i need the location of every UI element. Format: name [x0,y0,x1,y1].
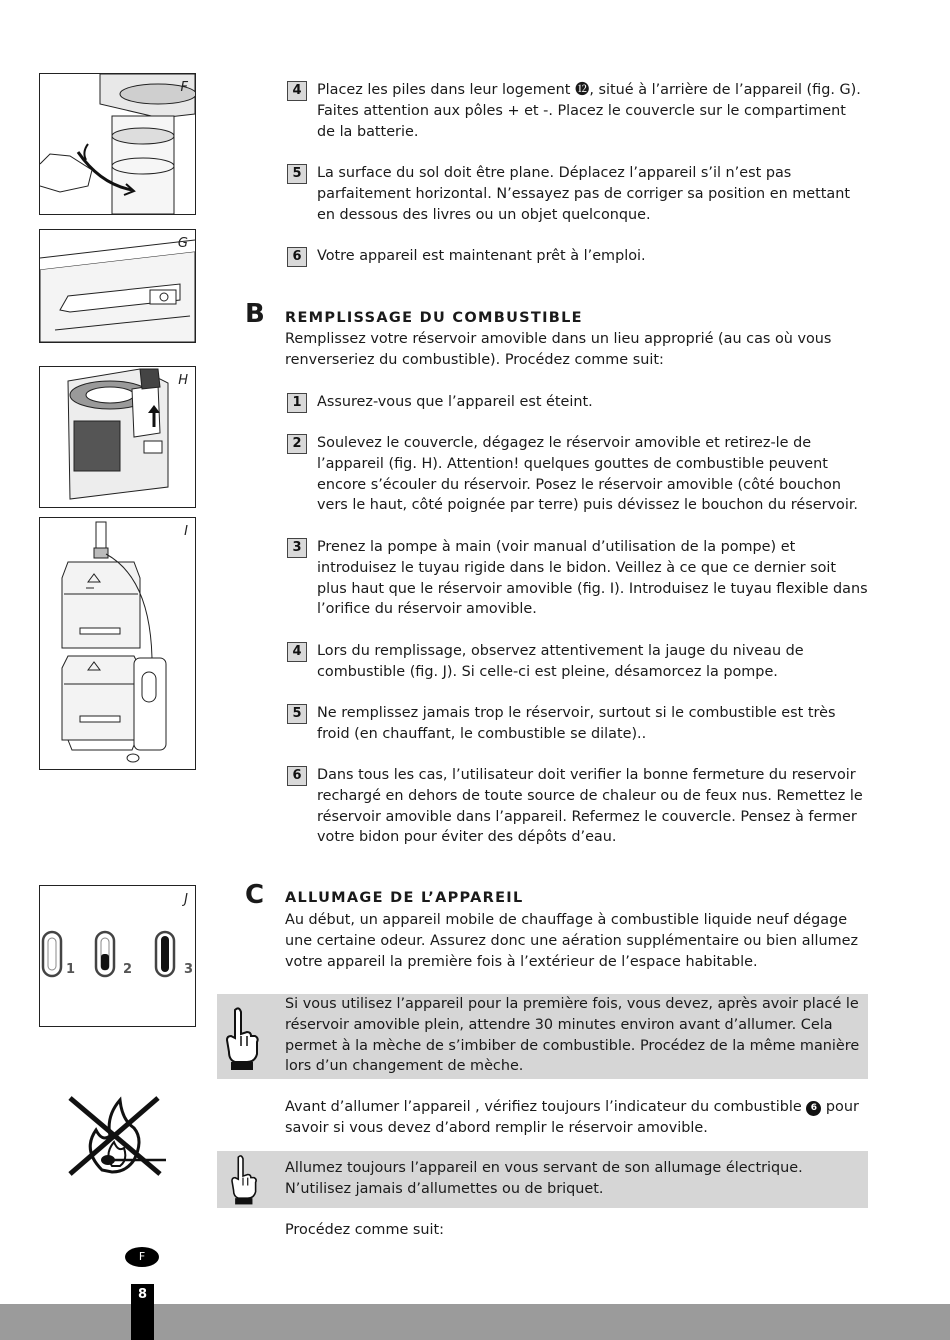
note-electric-ignition-text [285,1158,863,1200]
procedure-outro: Procédez comme suit: [285,1222,444,1238]
gauge-label-1: 1 [66,962,76,977]
gauge-empty [43,932,61,976]
step-text: Placez les piles dans leur logement ⓬, situé à l’arrière de l’appareil (fig. G). Faites attention aux pôles + et -. Placez le couvercle sur le compartiment de la batterie. [317,82,861,140]
heater-wick-illustration [40,74,195,214]
section-b-letter: B [245,299,265,329]
note-electric-ignition-line2: N’utilisez jamais d’allumettes ou de briquet. [285,1180,604,1197]
fuel-indicator-text-before: Avant d’allumer l’appareil , vérifiez toujours l’indicateur du combustible [285,1099,802,1115]
gauge-full [156,932,174,976]
gauge-label-3: 3 [184,962,194,977]
note-first-use-text: Si vous utilisez l’appareil pour la première fois, vous devez, après avoir placé le réservoir amovible plein, attendre 30 minutes environ avant d’allumer. Cela permet à la mèche de s’imbiber de combustible. Procédez de la même manière lors d’un changement de mèche. [285,996,860,1075]
section-c-letter: C [245,880,265,910]
step-text: Dans tous les cas, l’utilisateur doit verifier la bonne fermeture du reservoir rechargé en dehors de toute source de chaleur ou de feux nus. Remettez le réservoir amovible dans l’appareil. Refermez le couvercle. Pensez à fermer votre bidon pour éviter des dépôts d’eau. [317,767,863,846]
pump-refill-illustration [40,518,195,769]
step-number: 6 [287,766,307,786]
pointing-hand-icon [221,1006,261,1072]
section-b-title: REMPLISSAGE DU COMBUSTIBLE [285,310,583,326]
pointing-hand-icon [223,1154,263,1206]
fuel-gauge-levels-illustration [40,886,195,1026]
figure-j-label: J [184,892,188,907]
step-number: 5 [287,704,307,724]
no-matches-warning-icon [62,1090,172,1180]
figure-f [39,73,196,215]
fuel-indicator-text-after: pour savoir si vous devez d’abord remplir le réservoir amovible. [285,1099,859,1136]
step-text: Assurez-vous que l’appareil est éteint. [317,394,593,410]
step-text: Lors du remplissage, observez attentivement la jauge du niveau de combustible (fig. J). Si celle-ci est pleine, désamorcez la pompe. [317,643,804,680]
step-number: 3 [287,538,307,558]
step-text: Soulevez le couvercle, dégagez le réservoir amovible et retirez-le de l’appareil (fig. H). Attention! quelques gouttes de combustible peuvent encore s’écouler du réservoir. Posez le réservoir amovible (côté bouchon vers le haut, côté poignée par terre) puis dévissez le bouchon du réservoir. [317,435,859,514]
step-number: 6 [287,247,307,267]
figure-i [39,517,196,770]
section-b-intro: Remplissez votre réservoir amovible dans un lieu approprié (au cas où vous renverseriez du combustible). Procédez comme suit: [285,331,832,368]
heater-tank-removal-illustration [40,367,195,507]
note-electric-ignition [217,1151,868,1208]
figure-i-label: I [184,524,188,539]
battery-compartment-illustration [40,230,195,342]
section-c-intro: Au début, un appareil mobile de chauffage à combustible liquide neuf dégage une certaine odeur. Assurez donc une aération supplémentaire ou bien allumez votre appareil la première fois à l’extérieur de l’espace habitable. [285,912,859,970]
page-number-tab [131,1284,154,1340]
fuel-indicator-number-badge: 6 [806,1101,821,1116]
figure-j [39,885,196,1027]
figure-h-label: H [178,373,188,388]
step-text: Prenez la pompe à main (voir manual d’utilisation de la pompe) et introduisez le tuyau rigide dans le bidon. Veillez à ce que ce dernier soit plus haut que le réservoir amovible (fig. I). Introduisez le tuyau flexible dans l’orifice du réservoir amovible. [317,539,868,618]
figure-f-label: F [180,80,188,95]
note-electric-ignition-line1: Allumez toujours l’appareil en vous servant de son allumage électrique. [285,1160,803,1176]
step-number: 4 [287,81,307,101]
section-c-title: ALLUMAGE DE L’APPAREIL [285,890,524,906]
language-flag-badge: F [125,1247,159,1267]
step-number: 4 [287,642,307,662]
step-number: 2 [287,434,307,454]
gauge-label-2: 2 [123,962,133,977]
figure-g [39,229,196,343]
step-text: Ne remplissez jamais trop le réservoir, surtout si le combustible est très froid (en chauffant, le combustible se dilate).. [317,705,836,742]
note-first-use [217,994,868,1079]
gauge-half [96,932,114,976]
figure-h [39,366,196,508]
step-number: 5 [287,164,307,184]
page-number: 8 [137,1287,148,1302]
step-text: La surface du sol doit être plane. Déplacez l’appareil s’il n’est pas parfaitement horizontal. N’essayez pas de corriger sa position en mettant en dessous des livres ou un objet quelconque. [317,165,851,223]
fuel-indicator-paragraph [285,1097,869,1139]
step-number: 1 [287,393,307,413]
step-text: Votre appareil est maintenant prêt à l’emploi. [317,248,646,264]
figure-g-label: G [177,236,188,251]
